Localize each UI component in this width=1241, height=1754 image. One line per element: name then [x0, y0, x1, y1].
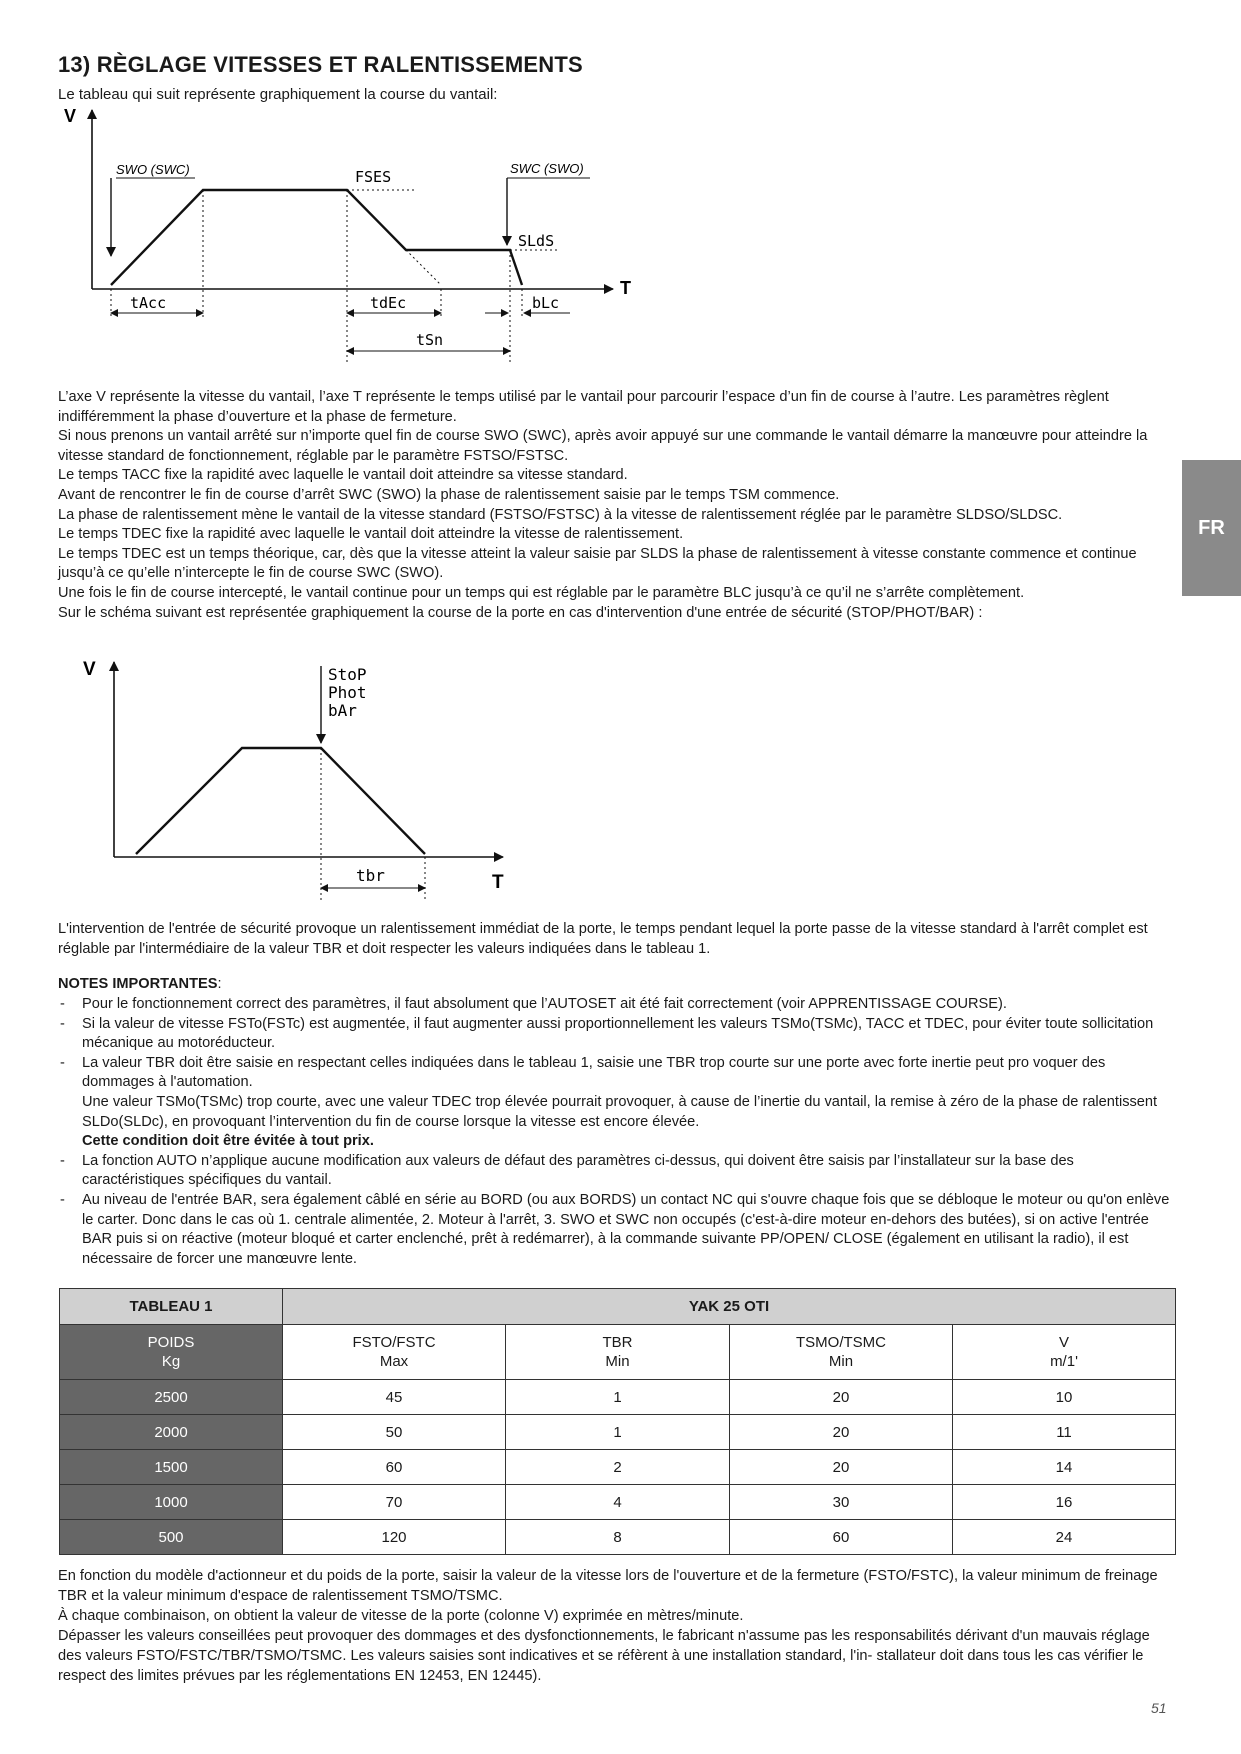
- table-cell: 45: [283, 1380, 506, 1415]
- table-cell: 14: [953, 1450, 1176, 1485]
- header-cell: FSTO/FSTC Max: [283, 1325, 506, 1380]
- table-cell: 70: [283, 1485, 506, 1520]
- weight-cell: 2500: [60, 1380, 283, 1415]
- tsm-label: tSn: [416, 331, 444, 349]
- section-title: 13) RÈGLAGE VITESSES ET RALENTISSEMENTS: [58, 52, 583, 77]
- table-cell: 10: [953, 1380, 1176, 1415]
- table-cell: 1: [506, 1415, 730, 1450]
- paragraph: La phase de ralentissement mène le vantail de la vitesse standard (FSTSO/FSTSC) à la vitesse de ralentissement réglée par le paramètre SLDSO/SLDSC.: [58, 506, 1063, 523]
- table-cell: 60: [283, 1450, 506, 1485]
- speed-profile-diagram: [50, 104, 650, 374]
- paragraph: Dépasser les valeurs conseillées peut provoquer des dommages et des dysfonctionnements, le fabricant n'assume pas les responsabilités dérivant d'un mauvais réglage des valeurs FSTO/FSTC/TBR/TSMO/TSMC. Les valeurs saisies sont indicatives et se réfèrent à une installation standard, l'in- stallateur doit dans tous les cas vérifier le respect des limites prévues par les réglementations EN 12453, EN 12445).: [58, 1628, 1150, 1684]
- table-cell: 30: [730, 1485, 953, 1520]
- header-cell: TSMO/TSMC Min: [730, 1325, 953, 1380]
- phot-label: Phot: [328, 683, 367, 702]
- table-cell: 16: [953, 1485, 1176, 1520]
- paragraph: Avant de rencontrer le fin de course d’arrêt SWC (SWO) la phase de ralentissement saisie par le temps TSM commence.: [58, 486, 840, 503]
- paragraph: Sur le schéma suivant est représentée graphiquement la course de la porte en cas d'intervention d'une entrée de sécurité (STOP/PHOT/BAR) :: [58, 604, 983, 621]
- swc-label: SWC (SWO): [510, 161, 584, 176]
- notes-list: [58, 995, 1176, 1269]
- table-row: [60, 1520, 1176, 1555]
- t-axis-label: T: [492, 872, 504, 893]
- paragraph: Le temps TDEC fixe la rapidité avec laquelle le vantail doit atteindre la vitesse de ralentissement.: [58, 526, 684, 543]
- paragraph: Une fois le fin de course intercepté, le vantail continue pour un temps qui est réglable par le paramètre BLC jusqu’à ce qu’il ne s’arrête complètement.: [58, 584, 1025, 601]
- paragraph: L'intervention de l'entrée de sécurité provoque un ralentissement immédiat de la porte, le temps pendant lequel la porte passe de la vitesse standard à l'arrêt complet est réglable par l'intermédiaire de la valeur TBR et doit respecter les valeurs indiquées dans le tableau 1.: [58, 921, 1148, 957]
- table-cell: 20: [730, 1450, 953, 1485]
- section-intro: Le tableau qui suit représente graphiquement la course du vantail:: [58, 86, 498, 103]
- description-paragraphs: [58, 388, 1176, 623]
- table-row: [60, 1415, 1176, 1450]
- swo-label: SWO (SWC): [116, 162, 190, 177]
- table-label: TABLEAU 1: [60, 1289, 283, 1325]
- table-model: YAK 25 OTI: [283, 1289, 1176, 1325]
- v-axis-label: V: [83, 659, 96, 680]
- paragraph: L’axe V représente la vitesse du vantail, l’axe T représente le temps utilisé par le vantail pour parcourir l’espace d’un fin de course à l’autre. Les paramètres règlent indifféremment la phase d’ouverture et la phase de fermeture.: [58, 389, 1109, 425]
- tdec-label: tdEc: [370, 294, 407, 312]
- table-cell: 2: [506, 1450, 730, 1485]
- table-cell: 20: [730, 1415, 953, 1450]
- table-header-row: [60, 1325, 1176, 1380]
- paragraph: Le temps TDEC est un temps théorique, car, dès que la vitesse atteint la valeur saisie par SLDS la phase de ralentissement à vitesse constante commence et continue jusqu’à ce qu’elle n’intercepte le fin de course SWC (SWO).: [58, 545, 1137, 582]
- bar-label: bAr: [328, 701, 357, 720]
- header-cell: POIDS Kg: [60, 1325, 283, 1380]
- paragraph: En fonction du modèle d'actionneur et du poids de la porte, saisir la valeur de la vitesse lors de l'ouverture et de la fermeture (FSTO/FSTC), la valeur minimum de freinage TBR et la valeur minimum d'espace de ralentissement TSMO/TSMC.: [58, 1568, 1158, 1604]
- table-cell: 24: [953, 1520, 1176, 1555]
- paragraph: Le temps TACC fixe la rapidité avec laquelle le vantail doit atteindre sa vitesse standard.: [58, 467, 628, 484]
- language-tab: FR: [1182, 460, 1241, 596]
- table-row: [60, 1485, 1176, 1520]
- v-axis-label: V: [64, 106, 77, 126]
- tbr-label: tbr: [356, 866, 385, 885]
- closing-paragraphs: [58, 1566, 1176, 1686]
- blc-label: bLc: [532, 294, 560, 312]
- note-item: - Pour le fonctionnement correct des paramètres, il faut absolument que l’AUTOSET ait été fait correctement (voir APPRENTISSAGE COURSE).: [58, 995, 1176, 1015]
- weight-cell: 1500: [60, 1450, 283, 1485]
- note-item: - La valeur TBR doit être saisie en respectant celles indiquées dans le tableau 1, saisie une TBR trop courte sur une porte avec forte inertie peut pro voquer des dommages à l'automation. Une valeur TSMo(TSMc) trop courte, avec une valeur TDEC trop élevée pourrait provoquer, à cause de l’inertie du vantail, la remise à zéro de la phase de ralentissent SLDo(SLDc), en provoquant l’intervention du fin de course lorsque la vitesse est encore élevée. Cette condition doit être évitée à tout prix.: [58, 1054, 1176, 1152]
- tacc-label: tAcc: [130, 294, 167, 312]
- table-cell: 1: [506, 1380, 730, 1415]
- table-row: [60, 1380, 1176, 1415]
- safety-profile-line: [136, 748, 425, 854]
- stop-label: StoP: [328, 665, 367, 684]
- safety-intervention-diagram: [70, 652, 540, 902]
- table-1: [59, 1288, 1176, 1555]
- header-cell: V m/1': [953, 1325, 1176, 1380]
- note-item: - Au niveau de l'entrée BAR, sera également câblé en série au BORD (ou aux BORDS) un contact NC qui s'ouvre chaque fois que se débloque le moteur ou qu'on enlève le carter. Donc dans le cas où 1. centrale alimentée, 2. Moteur à l'arrêt, 3. SWO et SWC non occupés (c'est-à-dire moteur en-dehors des butées), si on active l'entrée BAR puis si on réactive (moteur bloqué et carter enclenché, prêt à redémarrer), à la commande suivante PP/OPEN/ CLOSE (également en utilisant la radio), il est nécessaire de forcer une manœuvre lente.: [58, 1191, 1176, 1269]
- weight-cell: 500: [60, 1520, 283, 1555]
- table-cell: 4: [506, 1485, 730, 1520]
- table-cell: 20: [730, 1380, 953, 1415]
- table-cell: 50: [283, 1415, 506, 1450]
- safety-paragraph: [58, 920, 1176, 959]
- notes-title: NOTES IMPORTANTES:: [58, 976, 222, 992]
- paragraph: À chaque combinaison, on obtient la valeur de vitesse de la porte (colonne V) exprimée en mètres/minute.: [58, 1608, 744, 1624]
- note-item: - Si la valeur de vitesse FSTo(FSTc) est augmentée, il faut augmenter aussi proportionnellement les valeurs TSMo(TSMc), TACC et TDEC, pour éviter toute sollicitation mécanique au motoréducteur.: [58, 1015, 1176, 1054]
- table-cell: 11: [953, 1415, 1176, 1450]
- header-cell: TBR Min: [506, 1325, 730, 1380]
- fsts-label: FSES: [355, 168, 392, 186]
- weight-cell: 1000: [60, 1485, 283, 1520]
- note-item: - La fonction AUTO n’applique aucune modification aux valeurs de défaut des paramètres ci-dessus, qui doivent être saisis par l’installateur sur la base des caractéristiques spécifiques du vantail.: [58, 1152, 1176, 1191]
- page-number: 51: [1151, 1700, 1167, 1716]
- paragraph: Si nous prenons un vantail arrêté sur n’importe quel fin de course SWO (SWC), après avoir appuyé sur une commande le vantail démarre la manœuvre pour atteindre la vitesse standard de fonctionnement, réglable par le paramètre FSTSO/FSTSC.: [58, 428, 1148, 464]
- table-row: [60, 1450, 1176, 1485]
- t-axis-label: T: [620, 278, 631, 298]
- table-cell: 8: [506, 1520, 730, 1555]
- table-cell: 120: [283, 1520, 506, 1555]
- speed-profile-line: [111, 190, 522, 285]
- table-cell: 60: [730, 1520, 953, 1555]
- weight-cell: 2000: [60, 1415, 283, 1450]
- slds-label: SLdS: [518, 232, 555, 250]
